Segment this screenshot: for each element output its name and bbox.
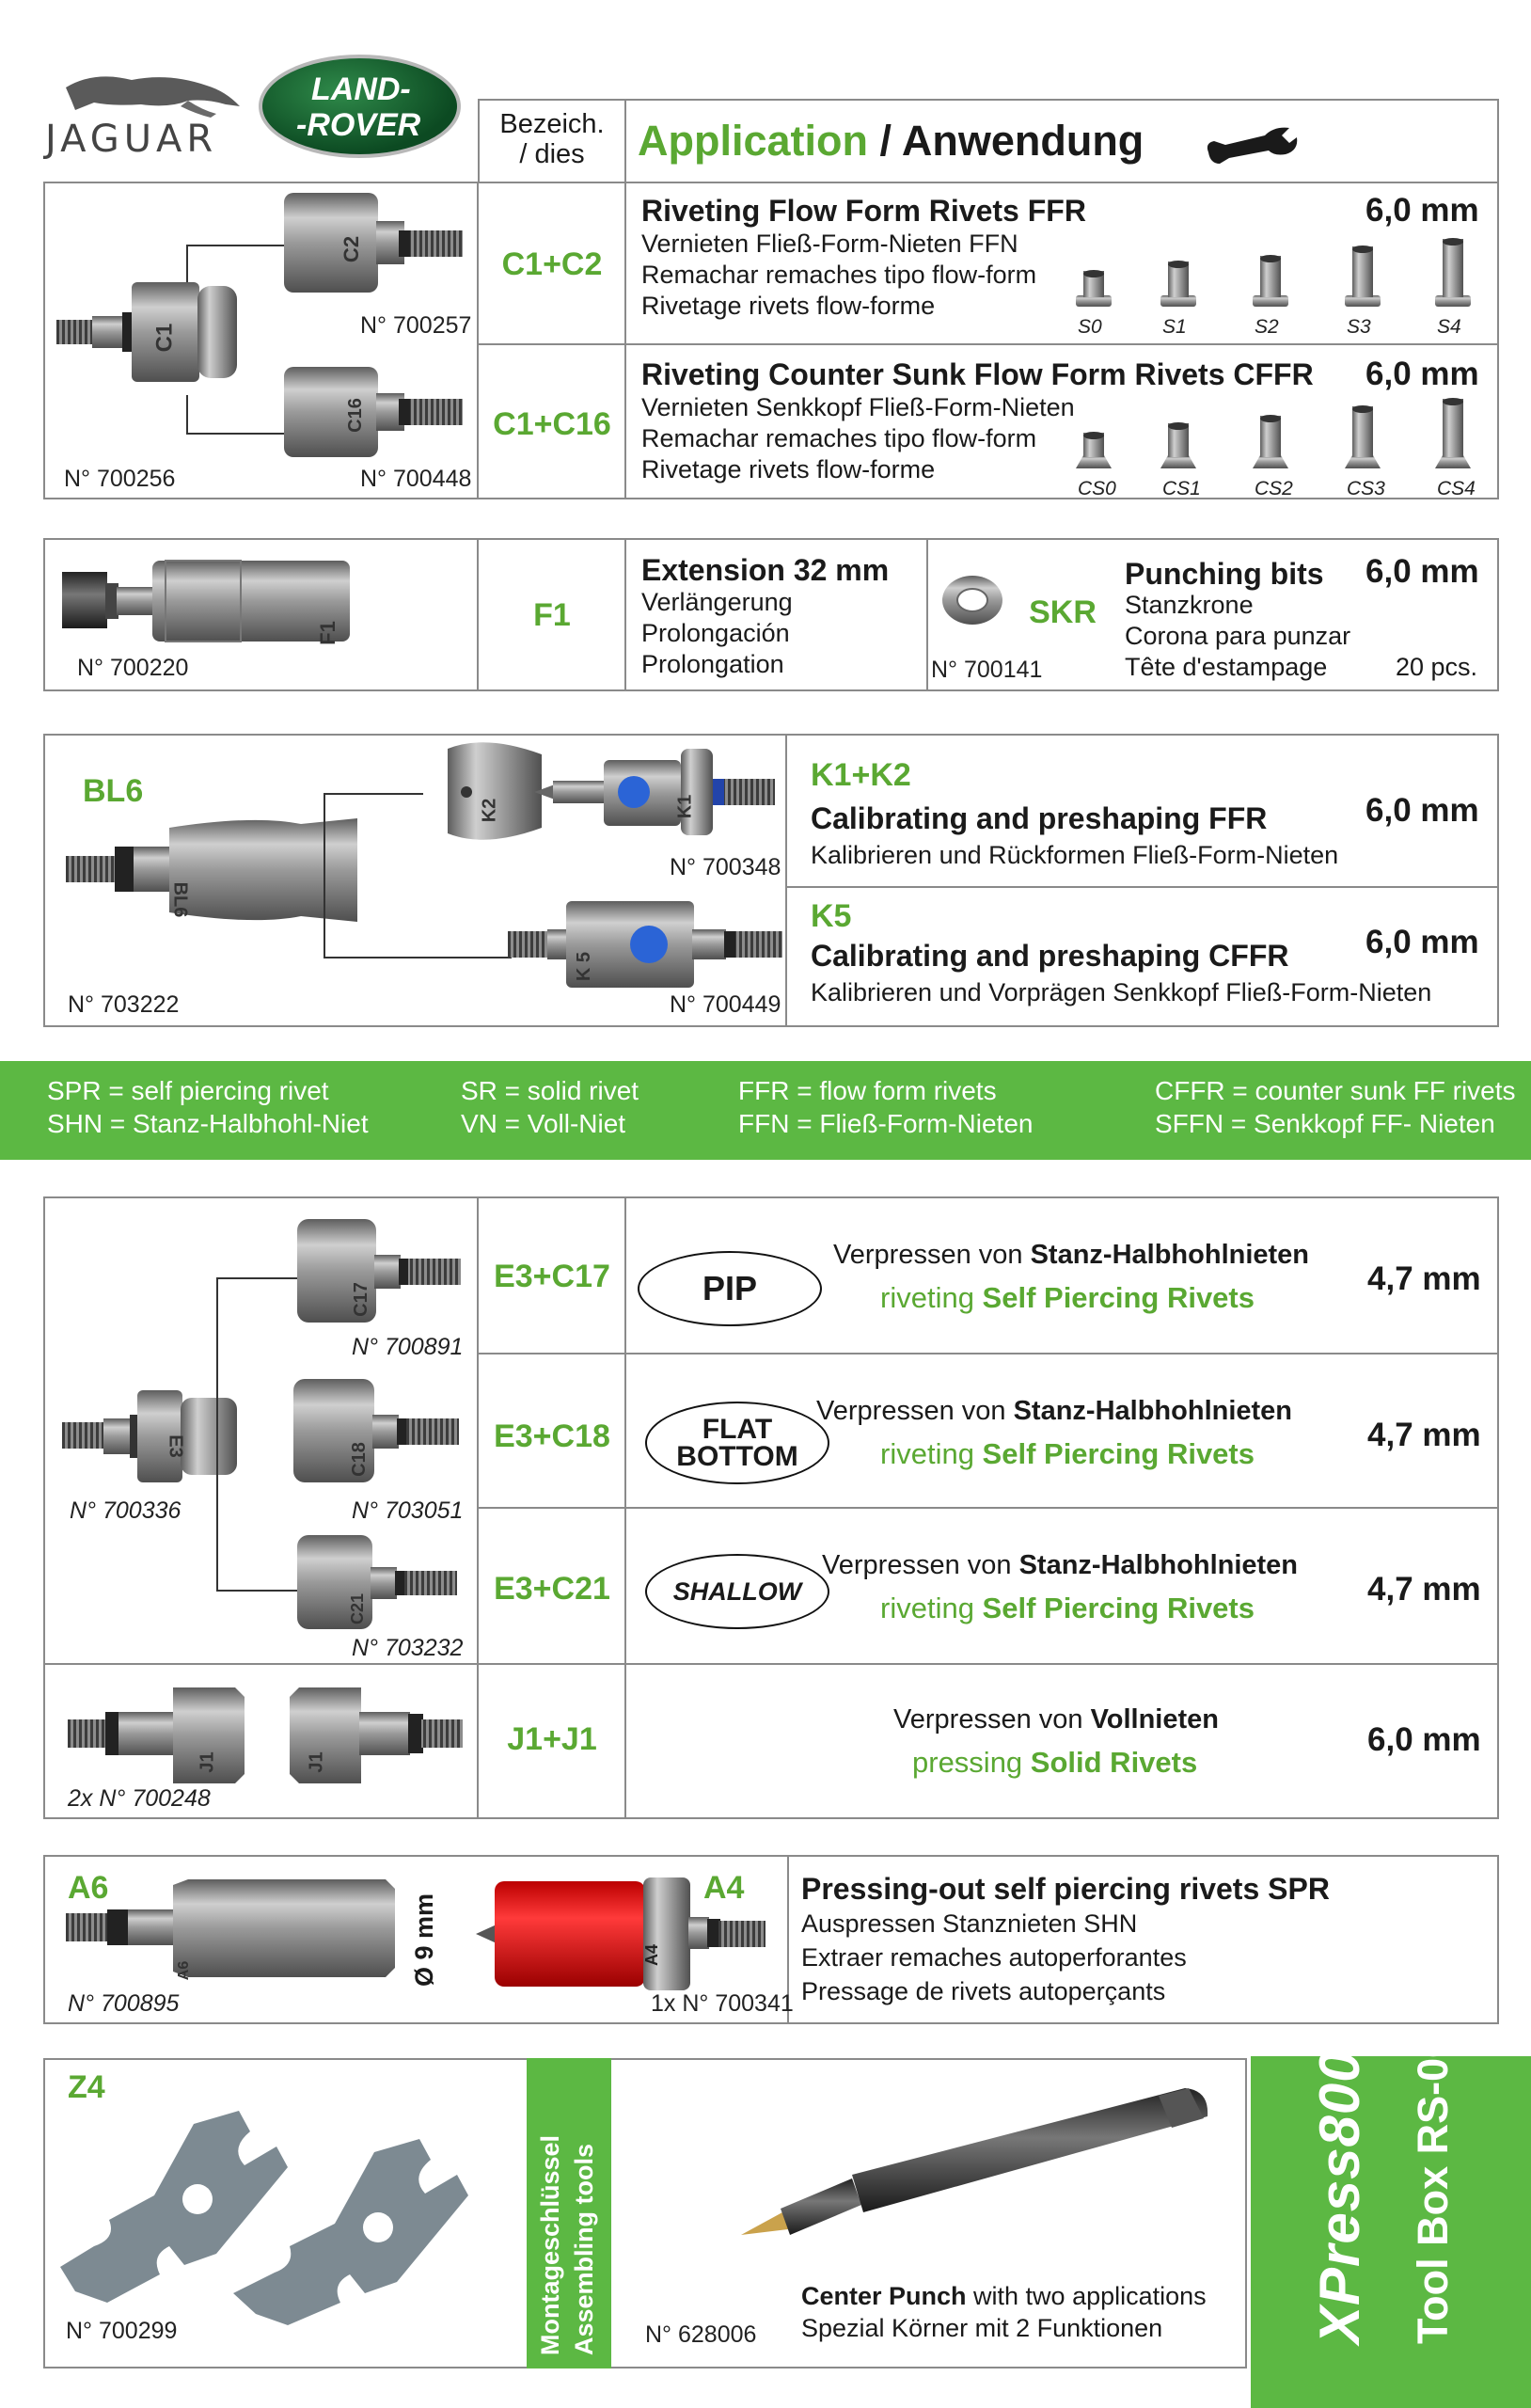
e3-c18-de-pre: Verpressen von <box>816 1396 1014 1426</box>
e3-c18-line-de <box>816 1396 1292 1427</box>
die-code-skr: SKR <box>1029 594 1097 630</box>
part-number-700220: N° 700220 <box>77 655 189 681</box>
die-code-k5: K5 <box>811 898 852 934</box>
rivet-label: CS3 <box>1347 478 1385 499</box>
tool-bl6-image <box>66 818 376 931</box>
k1-k2-size: 6,0 mm <box>1365 792 1479 829</box>
c1-c16-line-es: Remachar remaches tipo flow-form <box>641 424 1037 452</box>
tool-c2-image <box>284 193 472 296</box>
header-application-title <box>638 117 1144 166</box>
extension-title: Extension 32 mm <box>641 553 890 587</box>
tool-a6-label: A6 <box>176 1960 193 1981</box>
c1-c16-title: Riveting Counter Sunk Flow Form Rivets CFFR <box>641 357 1314 391</box>
rivet-label: S0 <box>1078 316 1102 338</box>
punching-bits-count: 20 pcs. <box>1396 653 1478 681</box>
part-number-700248: 2x N° 700248 <box>68 1785 211 1812</box>
part-number-700341: 1x N° 700341 <box>651 1990 794 2017</box>
tool-f1-label: F1 <box>315 621 339 645</box>
legend-cffr: CFFR = counter sunk FF rivets <box>1155 1076 1516 1105</box>
rivet-s3-icon <box>1341 246 1384 318</box>
flat-bottom-line2: BOTTOM <box>676 1441 798 1472</box>
part-number-700895: N° 700895 <box>68 1990 180 2017</box>
legend-vn: VN = Voll-Niet <box>461 1109 626 1138</box>
center-punch-title-rest: with two applications <box>966 2282 1207 2310</box>
rivet-cs3-icon <box>1341 406 1384 480</box>
tool-a6-image <box>66 1872 404 1994</box>
assembling-tools-en: Assembling tools <box>570 2143 598 2355</box>
rivet-s2-icon <box>1249 256 1292 318</box>
rivet-label: S2 <box>1255 316 1279 338</box>
landrover-text-line2: -ROVER <box>296 107 421 143</box>
part-number-700449: N° 700449 <box>670 991 781 1018</box>
rivet-label: S3 <box>1347 316 1371 338</box>
brand-band <box>1251 2034 1531 2408</box>
punching-bits-line-fr: Tête d'estampage <box>1125 653 1328 681</box>
pressing-out-line-de: Auspressen Stanznieten SHN <box>801 1909 1138 1938</box>
punching-bits-size: 6,0 mm <box>1365 553 1479 590</box>
e3-c21-de-bold: Stanz-Halbhohlnieten <box>1018 1550 1299 1580</box>
rivet-label: CS1 <box>1162 478 1201 499</box>
jaguar-wordmark: JAGUAR <box>45 118 218 161</box>
rivet-cs1-icon <box>1157 423 1200 480</box>
c1-c16-size: 6,0 mm <box>1365 356 1479 392</box>
tool-bl6-label: BL6 <box>169 881 191 918</box>
rivet-label: CS0 <box>1078 478 1116 499</box>
tool-j1-right-label: J1 <box>306 1751 327 1773</box>
e3-c18-size: 4,7 mm <box>1367 1417 1481 1453</box>
c1-c2-line-es: Remachar remaches tipo flow-form <box>641 261 1037 289</box>
flat-bottom-line1: FLAT <box>702 1414 773 1445</box>
j1-en-pre: pressing <box>912 1746 1031 1779</box>
e3-c17-size: 4,7 mm <box>1367 1260 1481 1297</box>
rivet-cs4-icon <box>1431 399 1475 480</box>
diameter-label: Ø 9 mm <box>410 1893 438 1987</box>
k1-k2-line-de: Kalibrieren und Rückformen Fließ-Form-Nieten <box>811 841 1339 869</box>
tool-e3-label: E3 <box>165 1434 186 1458</box>
part-number-700257: N° 700257 <box>360 312 472 339</box>
rivet-cs2-icon <box>1249 416 1292 480</box>
tool-z4-image <box>56 2107 508 2323</box>
e3-c17-en-pre: riveting <box>880 1281 983 1314</box>
part-number-700256: N° 700256 <box>64 466 176 492</box>
application-sep: / <box>868 117 902 165</box>
e3-c21-en-pre: riveting <box>880 1592 983 1624</box>
tool-e3-image <box>62 1390 250 1484</box>
e3-c17-line-en <box>880 1281 1255 1315</box>
z4-code-label: Z4 <box>68 2069 105 2105</box>
part-number-700348: N° 700348 <box>670 854 781 880</box>
toolbox-title: Tool Box RS-06 <box>1409 2034 1457 2344</box>
c1-c16-line-fr: Rivetage rivets flow-forme <box>641 455 936 483</box>
a6-code-label: A6 <box>68 1870 109 1906</box>
tool-c1-label: C1 <box>151 323 178 353</box>
header-dies-label: Bezeich. / dies <box>499 109 605 169</box>
rivet-cs0-icon <box>1072 433 1115 480</box>
rivet-label: S1 <box>1162 316 1187 338</box>
landrover-logo <box>259 55 461 158</box>
extension-line-fr: Prolongation <box>641 650 784 678</box>
j1-de-pre: Verpressen von <box>893 1704 1091 1735</box>
center-punch-title: Center Punch <box>801 2282 967 2310</box>
pip-badge <box>638 1251 822 1326</box>
application-de: Anwendung <box>901 117 1144 165</box>
tool-j1-left-image <box>68 1684 256 1787</box>
rivet-s1-icon <box>1157 261 1200 318</box>
e3-c18-en-bold: Self Piercing Rivets <box>982 1437 1255 1470</box>
k5-line-de: Kalibrieren und Vorprägen Senkkopf Fließ-Form-Nieten <box>811 978 1432 1006</box>
die-code-e3-c21: E3+C21 <box>494 1571 610 1607</box>
pressing-out-line-es: Extraer remaches autoperforantes <box>801 1943 1187 1972</box>
tool-k1-image <box>530 739 784 843</box>
tool-c17-image <box>297 1219 466 1332</box>
k1-k2-title: Calibrating and preshaping FFR <box>811 801 1268 835</box>
c1-c2-title: Riveting Flow Form Rivets FFR <box>641 194 1086 228</box>
shallow-badge-text: SHALLOW <box>672 1576 802 1606</box>
center-punch-line-de: Spezial Körner mit 2 Funktionen <box>801 2314 1163 2342</box>
die-code-j1-j1: J1+J1 <box>507 1721 597 1757</box>
tool-c16-label: C16 <box>344 398 366 433</box>
e3-c21-line-de <box>822 1550 1298 1581</box>
e3-c17-de-bold: Stanz-Halbhohlnieten <box>1030 1240 1310 1270</box>
legend-ffn: FFN = Fließ-Form-Nieten <box>738 1109 1034 1138</box>
tool-c17-label: C17 <box>350 1282 371 1317</box>
j1-line-de <box>893 1704 1219 1735</box>
c1-c2-line-de: Vernieten Fließ-Form-Nieten FFN <box>641 230 1018 258</box>
die-code-k1-k2: K1+K2 <box>811 757 911 793</box>
c1-c2-size: 6,0 mm <box>1365 192 1479 229</box>
part-number-700448: N° 700448 <box>360 466 472 492</box>
k5-size: 6,0 mm <box>1365 924 1479 960</box>
rivet-label: S4 <box>1437 316 1461 338</box>
xpress-logo: XPress800 <box>1308 2050 1371 2344</box>
extension-line-de: Verlängerung <box>641 588 793 616</box>
shallow-badge <box>645 1554 829 1629</box>
legend-ffr: FFR = flow form rivets <box>738 1076 997 1105</box>
e3-c21-size: 4,7 mm <box>1367 1571 1481 1608</box>
tool-c21-image <box>297 1535 466 1639</box>
punching-bits-line-es: Corona para punzar <box>1125 622 1351 650</box>
tool-k2-label: K2 <box>479 798 500 823</box>
legend-sffn: SFFN = Senkkopf FF- Nieten <box>1155 1109 1495 1138</box>
e3-c17-en-bold: Self Piercing Rivets <box>982 1281 1255 1314</box>
e3-c18-en-pre: riveting <box>880 1437 983 1470</box>
legend-spr: SPR = self piercing rivet <box>47 1076 329 1105</box>
landrover-text-line1: LAND- <box>311 71 411 107</box>
tool-k1-label: K1 <box>674 794 696 819</box>
flat-bottom-badge <box>645 1402 829 1484</box>
part-number-628006: N° 628006 <box>645 2321 757 2348</box>
punching-bits-title: Punching bits <box>1125 557 1324 591</box>
j1-size: 6,0 mm <box>1367 1721 1481 1758</box>
e3-c17-line-de <box>833 1240 1309 1271</box>
abbreviation-legend <box>0 1061 1531 1160</box>
c1-c16-line-de: Vernieten Senkkopf Fließ-Form-Nieten <box>641 393 1075 421</box>
part-number-700336: N° 700336 <box>70 1497 182 1524</box>
e3-c21-en-bold: Self Piercing Rivets <box>982 1592 1255 1624</box>
tool-k5-image <box>508 894 790 997</box>
tool-k5-label: K 5 <box>574 951 595 982</box>
part-number-700141: N° 700141 <box>931 657 1043 683</box>
tool-c2-label: C2 <box>339 235 364 263</box>
e3-c21-line-en <box>880 1592 1255 1625</box>
center-punch-image <box>715 2081 1223 2269</box>
legend-shn: SHN = Stanz-Halbhohl-Niet <box>47 1109 369 1138</box>
e3-c18-de-bold: Stanz-Halbhohlnieten <box>1013 1396 1293 1426</box>
rivet-s0-icon <box>1072 271 1115 318</box>
legend-sr: SR = solid rivet <box>461 1076 639 1105</box>
wrench-icon <box>1199 122 1302 169</box>
j1-de-bold: Vollnieten <box>1090 1704 1219 1735</box>
extension-line-es: Prolongación <box>641 619 790 647</box>
part-number-700891: N° 700891 <box>352 1334 464 1360</box>
assembling-tools-de: Montageschlüssel <box>536 2134 564 2355</box>
e3-c17-de-pre: Verpressen von <box>833 1240 1031 1270</box>
rivet-s4-icon <box>1431 239 1475 318</box>
k5-title: Calibrating and preshaping CFFR <box>811 939 1289 973</box>
part-number-703232: N° 703232 <box>352 1635 464 1661</box>
j1-en-bold: Solid Rivets <box>1030 1746 1198 1779</box>
tool-c18-image <box>293 1379 463 1492</box>
die-code-c1-c2: C1+C2 <box>501 246 603 282</box>
tool-c1-image <box>56 282 245 395</box>
die-code-c1-c16: C1+C16 <box>493 406 611 442</box>
c1-c2-line-fr: Rivetage rivets flow-forme <box>641 292 936 320</box>
tool-c16-image <box>284 367 472 461</box>
part-number-703222: N° 703222 <box>68 991 180 1018</box>
tool-a4-label: A4 <box>642 1943 662 1967</box>
pressing-out-line-fr: Pressage de rivets autoperçants <box>801 1977 1166 2005</box>
die-code-e3-c17: E3+C17 <box>494 1259 610 1294</box>
e3-c18-line-en <box>880 1437 1255 1471</box>
jaguar-logo <box>38 52 254 161</box>
rivet-label: CS4 <box>1437 478 1476 499</box>
a4-code-label: A4 <box>703 1870 745 1906</box>
punching-bits-line-de: Stanzkrone <box>1125 591 1254 619</box>
section-j-box <box>43 1663 1499 1819</box>
bl6-code-label: BL6 <box>83 773 144 809</box>
punching-bit-image <box>940 572 1006 628</box>
tool-j1-left-label: J1 <box>197 1751 218 1773</box>
die-code-e3-c18: E3+C18 <box>494 1418 610 1454</box>
part-number-703051: N° 703051 <box>352 1497 464 1524</box>
pressing-out-title: Pressing-out self piercing rivets SPR <box>801 1872 1330 1906</box>
e3-c21-de-pre: Verpressen von <box>822 1550 1019 1580</box>
j1-line-en <box>912 1746 1197 1780</box>
tool-c18-label: C18 <box>348 1442 370 1477</box>
die-code-f1: F1 <box>533 597 571 633</box>
part-number-700299: N° 700299 <box>66 2318 178 2344</box>
tool-c21-label: C21 <box>348 1592 368 1625</box>
rivet-label: CS2 <box>1255 478 1293 499</box>
pip-badge-text: PIP <box>702 1269 758 1307</box>
assembling-tools-band <box>527 2058 611 2368</box>
center-punch-title-line <box>801 2282 1207 2311</box>
application-en: Application <box>638 117 868 165</box>
